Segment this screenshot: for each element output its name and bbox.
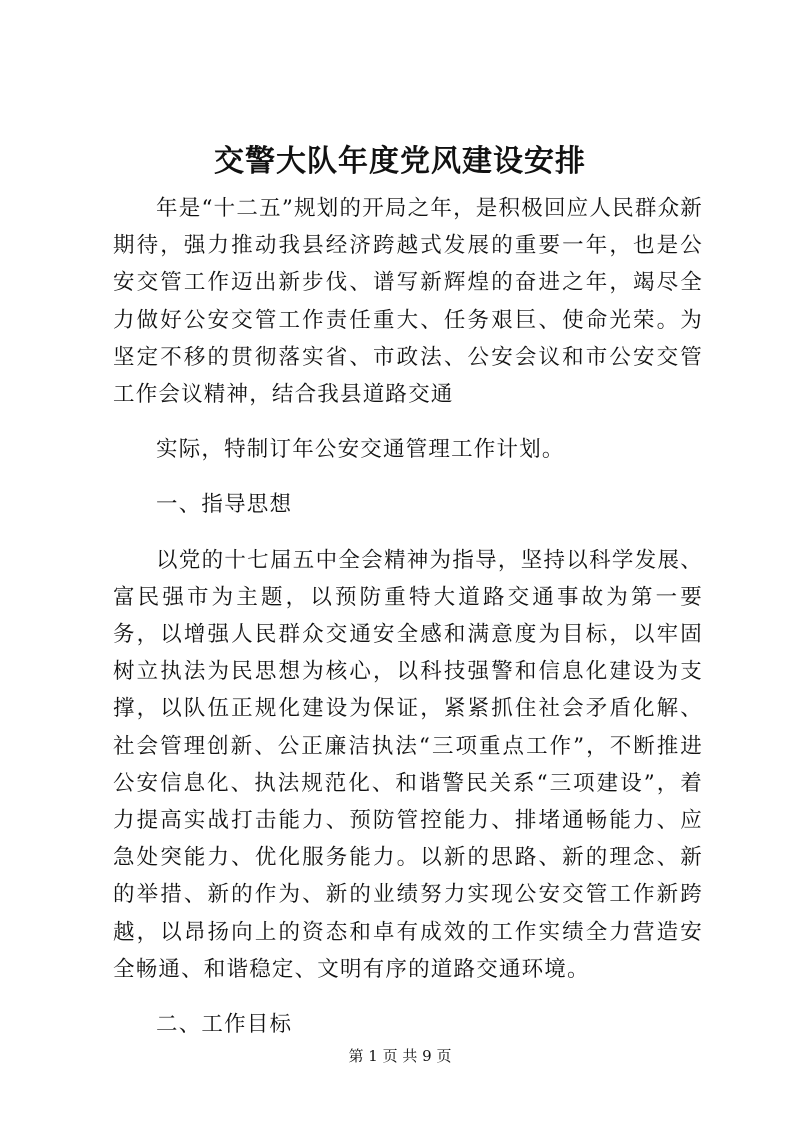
section-heading-work-goals: 二、工作目标 [156,1012,293,1038]
paragraph-intro: 年是“十二五”规划的开局之年，是积极回应人民群众新期待，强力推动我县经济跨越式发展的重要一年，也是公安交管工作迈出新步伐、谱写新辉煌的奋进之年，竭尽全力做好公安交管工作责任重大、任务艰巨、使命光荣。为坚定不移的贯彻落实省、市政法、公安会议和市公安交管工作会议精神，结合我县道路交通 [113,196,703,408]
paragraph-guiding-thought: 以党的十七届五中全会精神为指导，坚持以科学发展、富民强市为主题，以预防重特大道路交通事故为第一要务，以增强人民群众交通安全感和满意度为目标，以牢固树立执法为民思想为核心，以科技强警和信息化建设为支撑，以队伍正规化建设为保证，紧紧抓住社会矛盾化解、社会管理创新、公正廉洁执法“三项重点工作”，不断推进公安信息化、执法规范化、和谐警民关系“三项建设”，着力提高实战打击能力、预防管控能力、排堵通畅能力、应急处突能力、优化服务能力。以新的思路、新的理念、新的举措、新的作为、新的业绩努力实现公安交管工作新跨越，以昂扬向上的资态和卓有成效的工作实绩全力营造安全畅通、和谐稳定、文明有序的道路交通环境。 [113,547,703,982]
page-number-footer: 第 1 页 共 9 页 [348,1047,452,1065]
section-heading-guiding-thought: 一、指导思想 [156,492,293,518]
paragraph-plan-note: 实际，特制订年公安交通管理工作计划。 [156,437,565,463]
document-body [113,190,703,1043]
document-title: 交警大队年度党风建设安排 [214,144,586,179]
